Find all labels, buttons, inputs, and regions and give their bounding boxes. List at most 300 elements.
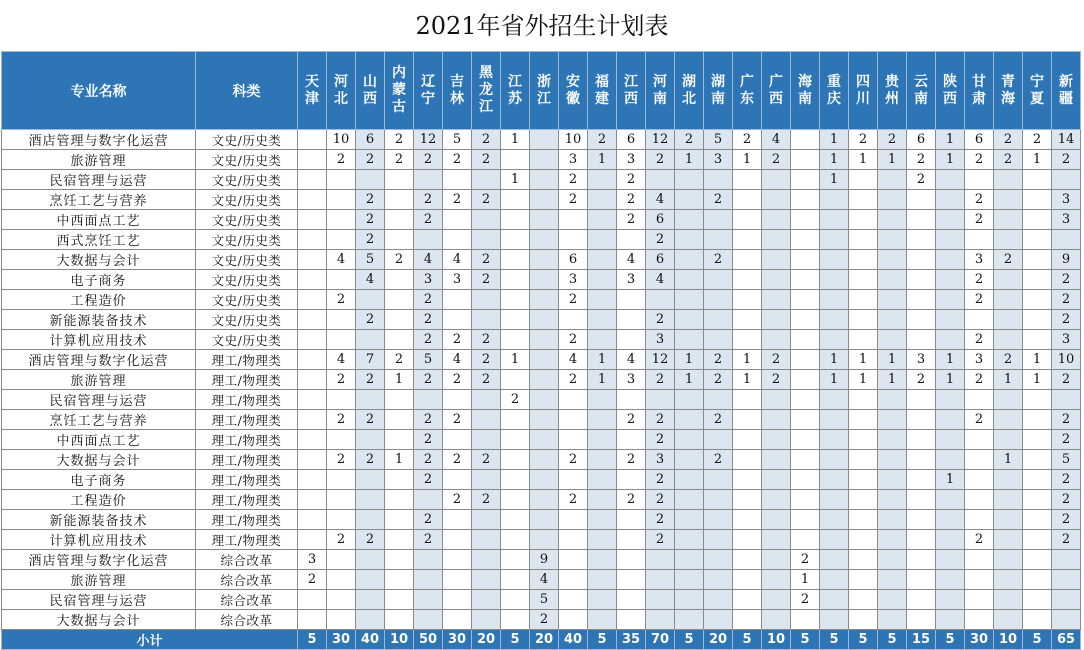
quota-cell: [820, 450, 849, 470]
quota-cell: [994, 270, 1023, 290]
quota-cell: [675, 450, 704, 470]
major-name-cell: 民宿管理与运营: [2, 390, 196, 410]
table-row: [2, 350, 1081, 370]
quota-cell: [878, 470, 907, 490]
quota-cell: 1: [675, 350, 704, 370]
quota-cell: 2: [443, 330, 472, 350]
quota-cell: [559, 470, 588, 490]
quota-cell: [762, 190, 791, 210]
major-name-cell: 民宿管理与运营: [2, 170, 196, 190]
quota-cell: [820, 410, 849, 430]
quota-cell: [762, 250, 791, 270]
quota-cell: 1: [733, 150, 762, 170]
quota-cell: [849, 530, 878, 550]
quota-cell: 2: [559, 450, 588, 470]
quota-cell: [472, 310, 501, 330]
quota-cell: 1: [675, 150, 704, 170]
quota-cell: 6: [559, 250, 588, 270]
quota-cell: 2: [965, 210, 994, 230]
quota-cell: 2: [472, 130, 501, 150]
quota-cell: 2: [617, 170, 646, 190]
quota-cell: [501, 550, 530, 570]
quota-cell: 2: [617, 210, 646, 230]
quota-cell: [617, 550, 646, 570]
quota-cell: [1023, 170, 1052, 190]
quota-cell: [559, 210, 588, 230]
quota-cell: [849, 310, 878, 330]
quota-cell: 1: [1023, 370, 1052, 390]
quota-cell: 2: [1052, 150, 1081, 170]
quota-cell: [675, 470, 704, 490]
quota-cell: 4: [443, 350, 472, 370]
quota-cell: [878, 250, 907, 270]
quota-cell: [849, 430, 878, 450]
quota-cell: [965, 570, 994, 590]
quota-cell: [298, 590, 327, 610]
quota-cell: [588, 590, 617, 610]
quota-cell: [472, 430, 501, 450]
subtotal-cell: 50: [414, 630, 443, 650]
quota-cell: 5: [443, 130, 472, 150]
quota-cell: 4: [559, 350, 588, 370]
quota-cell: 2: [385, 350, 414, 370]
quota-cell: 2: [356, 450, 385, 470]
quota-cell: [936, 390, 965, 410]
quota-cell: 2: [414, 470, 443, 490]
quota-cell: 2: [414, 330, 443, 350]
quota-cell: [1052, 230, 1081, 250]
quota-cell: 2: [762, 350, 791, 370]
quota-cell: [704, 330, 733, 350]
header-province: 云 南: [907, 52, 936, 130]
header-province: 吉 林: [443, 52, 472, 130]
subtotal-cell: 20: [472, 630, 501, 650]
quota-cell: [530, 310, 559, 330]
quota-cell: 2: [327, 290, 356, 310]
quota-cell: [791, 150, 820, 170]
quota-cell: 1: [849, 150, 878, 170]
quota-cell: [501, 290, 530, 310]
quota-cell: 2: [472, 250, 501, 270]
header-province: 江 苏: [501, 52, 530, 130]
quota-cell: [1023, 590, 1052, 610]
table-row: [2, 290, 1081, 310]
quota-cell: [298, 270, 327, 290]
major-name-cell: 西式烹饪工艺: [2, 230, 196, 250]
quota-cell: 2: [298, 570, 327, 590]
subject-category-cell: 理工/物理类: [196, 370, 298, 390]
quota-cell: [414, 170, 443, 190]
quota-cell: [907, 230, 936, 250]
quota-cell: 2: [385, 150, 414, 170]
quota-cell: [414, 610, 443, 630]
subtotal-cell: 70: [646, 630, 675, 650]
quota-cell: 2: [1052, 490, 1081, 510]
quota-cell: [762, 470, 791, 490]
quota-cell: [907, 410, 936, 430]
quota-cell: [675, 310, 704, 330]
quota-cell: 2: [327, 450, 356, 470]
quota-cell: [327, 490, 356, 510]
quota-cell: [878, 230, 907, 250]
table-row: [2, 270, 1081, 290]
subject-category-cell: 理工/物理类: [196, 350, 298, 370]
quota-cell: 1: [733, 350, 762, 370]
quota-cell: 2: [646, 310, 675, 330]
quota-cell: [385, 170, 414, 190]
quota-cell: 2: [965, 330, 994, 350]
quota-cell: 2: [646, 470, 675, 490]
quota-cell: [733, 250, 762, 270]
subtotal-label: 小计: [2, 630, 298, 650]
quota-cell: [994, 170, 1023, 190]
quota-cell: 1: [385, 370, 414, 390]
quota-cell: [472, 170, 501, 190]
quota-cell: [733, 230, 762, 250]
quota-cell: 2: [559, 370, 588, 390]
quota-cell: [1023, 450, 1052, 470]
quota-cell: [878, 410, 907, 430]
quota-cell: [588, 410, 617, 430]
quota-cell: 2: [704, 450, 733, 470]
quota-cell: [472, 470, 501, 490]
quota-cell: 2: [472, 350, 501, 370]
quota-cell: 2: [356, 230, 385, 250]
quota-cell: [907, 330, 936, 350]
quota-cell: [936, 190, 965, 210]
quota-cell: 4: [356, 270, 385, 290]
quota-cell: [327, 430, 356, 450]
quota-cell: 2: [646, 410, 675, 430]
quota-cell: [385, 310, 414, 330]
quota-cell: 2: [385, 130, 414, 150]
quota-cell: [530, 230, 559, 250]
quota-cell: 2: [704, 250, 733, 270]
subtotal-cell: 40: [356, 630, 385, 650]
subtotal-cell: 5: [733, 630, 762, 650]
quota-cell: [733, 490, 762, 510]
quota-cell: [588, 430, 617, 450]
quota-cell: 5: [704, 130, 733, 150]
quota-cell: [617, 310, 646, 330]
subtotal-cell: 65: [1052, 630, 1081, 650]
quota-cell: [733, 590, 762, 610]
quota-cell: [327, 210, 356, 230]
quota-cell: [385, 230, 414, 250]
quota-cell: 3: [1052, 210, 1081, 230]
quota-cell: [1052, 550, 1081, 570]
quota-cell: [443, 310, 472, 330]
subject-category-cell: 文史/历史类: [196, 310, 298, 330]
table-row: [2, 510, 1081, 530]
quota-cell: [443, 590, 472, 610]
quota-cell: [327, 550, 356, 570]
quota-cell: 2: [762, 370, 791, 390]
quota-cell: [791, 310, 820, 330]
quota-cell: [501, 590, 530, 610]
quota-cell: 2: [472, 190, 501, 210]
quota-cell: [617, 430, 646, 450]
quota-cell: [501, 370, 530, 390]
subject-category-cell: 文史/历史类: [196, 230, 298, 250]
quota-cell: [675, 270, 704, 290]
quota-cell: [443, 510, 472, 530]
quota-cell: [849, 510, 878, 530]
quota-cell: [298, 170, 327, 190]
quota-cell: 1: [936, 130, 965, 150]
quota-cell: [791, 510, 820, 530]
table-row: [2, 150, 1081, 170]
quota-cell: [791, 370, 820, 390]
quota-cell: [298, 470, 327, 490]
quota-cell: 5: [1052, 450, 1081, 470]
quota-cell: [617, 510, 646, 530]
quota-cell: [675, 290, 704, 310]
quota-cell: [907, 550, 936, 570]
quota-cell: [443, 550, 472, 570]
quota-cell: [472, 590, 501, 610]
header-province: 福 建: [588, 52, 617, 130]
quota-cell: 1: [1023, 150, 1052, 170]
quota-cell: 2: [414, 190, 443, 210]
quota-cell: [704, 430, 733, 450]
subtotal-cell: 15: [907, 630, 936, 650]
quota-cell: [501, 330, 530, 350]
quota-cell: [994, 190, 1023, 210]
quota-cell: [356, 330, 385, 350]
quota-cell: [501, 450, 530, 470]
quota-cell: [1023, 270, 1052, 290]
quota-cell: 3: [646, 330, 675, 350]
quota-cell: 3: [298, 550, 327, 570]
subtotal-cell: 10: [385, 630, 414, 650]
quota-cell: [733, 610, 762, 630]
quota-cell: [1052, 390, 1081, 410]
quota-cell: [762, 570, 791, 590]
quota-cell: [617, 390, 646, 410]
enrollment-plan-table: [1, 51, 1081, 650]
quota-cell: [820, 270, 849, 290]
quota-cell: [733, 170, 762, 190]
subject-category-cell: 理工/物理类: [196, 490, 298, 510]
quota-cell: [791, 530, 820, 550]
quota-cell: [733, 510, 762, 530]
quota-cell: [298, 250, 327, 270]
quota-cell: 2: [501, 390, 530, 410]
quota-cell: 2: [472, 490, 501, 510]
quota-cell: 4: [327, 250, 356, 270]
quota-cell: [675, 170, 704, 190]
quota-cell: [907, 190, 936, 210]
quota-cell: [965, 230, 994, 250]
header-province: 广 东: [733, 52, 762, 130]
quota-cell: [704, 310, 733, 330]
quota-cell: [298, 190, 327, 210]
quota-cell: 2: [965, 290, 994, 310]
quota-cell: 10: [1052, 350, 1081, 370]
quota-cell: [820, 230, 849, 250]
quota-cell: [849, 550, 878, 570]
quota-cell: [1023, 570, 1052, 590]
quota-cell: [1023, 250, 1052, 270]
quota-cell: [298, 510, 327, 530]
quota-cell: [994, 290, 1023, 310]
quota-cell: [965, 550, 994, 570]
quota-cell: [849, 410, 878, 430]
subtotal-cell: 5: [936, 630, 965, 650]
quota-cell: [762, 490, 791, 510]
quota-cell: [849, 330, 878, 350]
quota-cell: 2: [1052, 510, 1081, 530]
quota-cell: [994, 510, 1023, 530]
quota-cell: 5: [530, 590, 559, 610]
table-row: [2, 570, 1081, 590]
quota-cell: [559, 390, 588, 410]
quota-cell: 4: [646, 270, 675, 290]
quota-cell: [994, 310, 1023, 330]
quota-cell: [588, 170, 617, 190]
quota-cell: 4: [617, 250, 646, 270]
quota-cell: [385, 510, 414, 530]
quota-cell: [1023, 210, 1052, 230]
quota-cell: [530, 330, 559, 350]
quota-cell: [1023, 430, 1052, 450]
quota-cell: [1023, 190, 1052, 210]
quota-cell: [1023, 410, 1052, 430]
quota-cell: [559, 610, 588, 630]
quota-cell: 4: [530, 570, 559, 590]
subject-category-cell: 理工/物理类: [196, 510, 298, 530]
quota-cell: [298, 530, 327, 550]
quota-cell: 1: [820, 370, 849, 390]
table-row: [2, 310, 1081, 330]
quota-cell: 1: [936, 350, 965, 370]
header-province: 江 西: [617, 52, 646, 130]
quota-cell: [443, 530, 472, 550]
quota-cell: [907, 250, 936, 270]
quota-cell: [878, 330, 907, 350]
header-subject: 科类: [196, 52, 298, 130]
quota-cell: [849, 270, 878, 290]
quota-cell: [385, 470, 414, 490]
quota-cell: 2: [559, 170, 588, 190]
quota-cell: [994, 410, 1023, 430]
quota-cell: 2: [617, 450, 646, 470]
major-name-cell: 新能源装备技术: [2, 510, 196, 530]
major-name-cell: 大数据与会计: [2, 610, 196, 630]
quota-cell: [994, 330, 1023, 350]
quota-cell: [559, 430, 588, 450]
quota-cell: [1023, 310, 1052, 330]
quota-cell: [385, 530, 414, 550]
quota-cell: [936, 510, 965, 530]
quota-cell: 1: [878, 370, 907, 390]
quota-cell: [356, 170, 385, 190]
quota-cell: 1: [501, 350, 530, 370]
quota-cell: 10: [559, 130, 588, 150]
quota-cell: [1023, 230, 1052, 250]
quota-cell: 2: [617, 490, 646, 510]
quota-cell: 2: [559, 290, 588, 310]
quota-cell: [704, 170, 733, 190]
quota-cell: [327, 570, 356, 590]
quota-cell: [443, 210, 472, 230]
quota-cell: [675, 550, 704, 570]
quota-cell: [791, 470, 820, 490]
quota-cell: [443, 230, 472, 250]
header-province: 黑 龙 江: [472, 52, 501, 130]
quota-cell: [820, 430, 849, 450]
quota-cell: [327, 610, 356, 630]
quota-cell: [733, 430, 762, 450]
quota-cell: [675, 390, 704, 410]
quota-cell: [733, 290, 762, 310]
major-name-cell: 民宿管理与运营: [2, 590, 196, 610]
quota-cell: [356, 430, 385, 450]
quota-cell: 3: [1052, 190, 1081, 210]
table-row: [2, 470, 1081, 490]
quota-cell: 2: [414, 430, 443, 450]
quota-cell: [646, 570, 675, 590]
quota-cell: [385, 570, 414, 590]
quota-cell: [965, 430, 994, 450]
quota-cell: [588, 210, 617, 230]
quota-cell: 3: [965, 250, 994, 270]
quota-cell: [820, 470, 849, 490]
major-name-cell: 中西面点工艺: [2, 210, 196, 230]
subtotal-cell: 5: [791, 630, 820, 650]
quota-cell: [588, 310, 617, 330]
quota-cell: [501, 310, 530, 330]
quota-cell: 14: [1052, 130, 1081, 150]
quota-cell: 2: [559, 490, 588, 510]
quota-cell: [675, 250, 704, 270]
quota-cell: 6: [646, 210, 675, 230]
quota-cell: [443, 470, 472, 490]
quota-cell: [298, 410, 327, 430]
quota-cell: [733, 210, 762, 230]
quota-cell: [965, 170, 994, 190]
quota-cell: [530, 530, 559, 550]
quota-cell: 2: [327, 410, 356, 430]
quota-cell: [588, 570, 617, 590]
subtotal-cell: 5: [820, 630, 849, 650]
quota-cell: [733, 570, 762, 590]
quota-cell: [762, 530, 791, 550]
quota-cell: [298, 230, 327, 250]
subject-category-cell: 文史/历史类: [196, 250, 298, 270]
quota-cell: [588, 190, 617, 210]
quota-cell: [385, 390, 414, 410]
quota-cell: [820, 210, 849, 230]
quota-cell: 3: [965, 350, 994, 370]
header-province: 安 徽: [559, 52, 588, 130]
quota-cell: [878, 430, 907, 450]
quota-cell: [530, 170, 559, 190]
quota-cell: 12: [414, 130, 443, 150]
quota-cell: [820, 250, 849, 270]
quota-cell: [762, 230, 791, 250]
quota-cell: 2: [414, 150, 443, 170]
quota-cell: [501, 190, 530, 210]
quota-cell: [907, 590, 936, 610]
quota-cell: 2: [443, 450, 472, 470]
quota-cell: [820, 570, 849, 590]
quota-cell: 2: [356, 190, 385, 210]
quota-cell: 1: [1023, 350, 1052, 370]
quota-cell: [936, 550, 965, 570]
table-row: [2, 130, 1081, 150]
